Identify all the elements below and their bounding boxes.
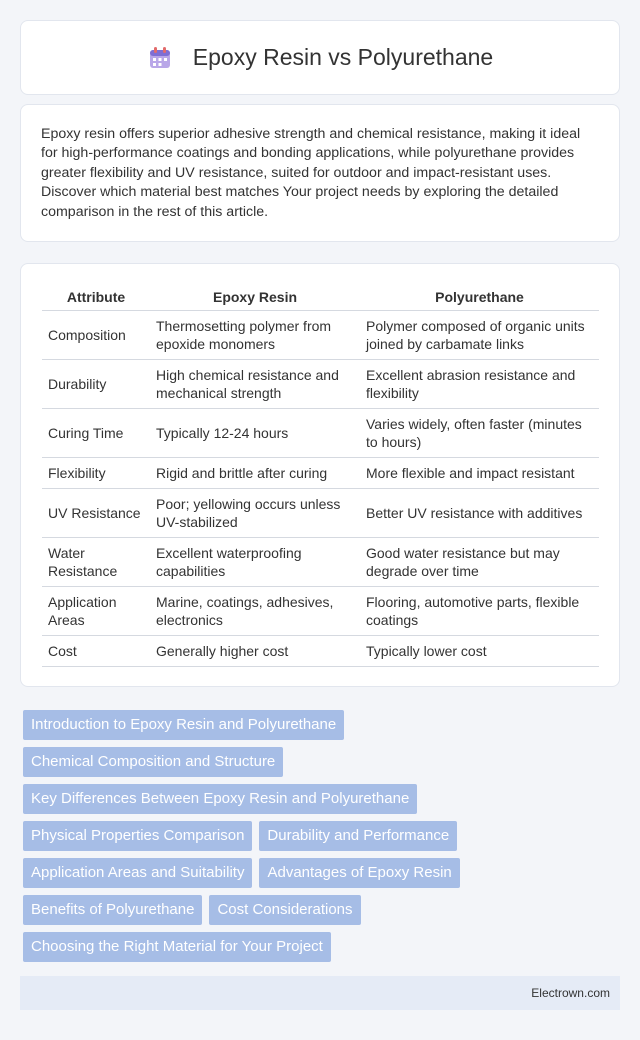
table-row: [42, 359, 599, 408]
header-polyurethane: Polyurethane: [360, 284, 599, 310]
table-cell: Curing Time: [42, 408, 150, 457]
toc-link-advantages-epoxy[interactable]: Advantages of Epoxy Resin: [259, 858, 459, 888]
table-cell: Flooring, automotive parts, flexible coatings: [360, 586, 599, 635]
table-cell: Cost: [42, 635, 150, 666]
table-row: [42, 537, 599, 586]
table-cell: Polymer composed of organic units joined by carbamate links: [360, 310, 599, 359]
table-cell: Generally higher cost: [150, 635, 360, 666]
page-title: Epoxy Resin vs Polyurethane: [192, 44, 494, 70]
header-attribute: Attribute: [42, 284, 150, 310]
toc-row: [20, 747, 620, 777]
table-cell: Poor; yellowing occurs unless UV-stabilized: [150, 488, 360, 537]
toc-link-application-areas[interactable]: Application Areas and Suitability: [23, 858, 252, 888]
table-cell: Thermosetting polymer from epoxide monomers: [150, 310, 360, 359]
toc-row: [20, 710, 620, 740]
toc-link-benefits-polyurethane[interactable]: Benefits of Polyurethane: [23, 895, 202, 925]
table-header-row: [42, 284, 599, 310]
table-cell: Typically lower cost: [360, 635, 599, 666]
table-cell: Water Resistance: [42, 537, 150, 586]
table-cell: Composition: [42, 310, 150, 359]
header-epoxy: Epoxy Resin: [150, 284, 360, 310]
table-cell: Flexibility: [42, 457, 150, 488]
table-cell: Varies widely, often faster (minutes to hours): [360, 408, 599, 457]
calendar-icon: [147, 45, 173, 71]
table-cell: More flexible and impact resistant: [360, 457, 599, 488]
intro-card: [20, 104, 620, 242]
footer-site-name: Electrown.com: [531, 986, 610, 1000]
toc-link-cost[interactable]: Cost Considerations: [209, 895, 360, 925]
table-row: [42, 586, 599, 635]
footer: [20, 976, 620, 1010]
comparison-card: [20, 263, 620, 687]
table-cell: Marine, coatings, adhesives, electronics: [150, 586, 360, 635]
toc-row: [20, 895, 620, 925]
title-card: [20, 20, 620, 95]
table-row: [42, 408, 599, 457]
intro-paragraph: Epoxy resin offers superior adhesive strength and chemical resistance, making it ideal for high-performance coatings and bonding applications, while polyurethane provides greater flexibility and UV resistance, suited for outdoor and impact-resistant uses. Discover which material best matches Your project needs by exploring the detailed comparison in the rest of this article.: [41, 126, 581, 220]
comparison-table: [42, 284, 599, 667]
table-cell: UV Resistance: [42, 488, 150, 537]
table-cell: Excellent waterproofing capabilities: [150, 537, 360, 586]
table-of-contents: [20, 710, 620, 969]
table-row: [42, 310, 599, 359]
table-cell: Application Areas: [42, 586, 150, 635]
toc-row: [20, 932, 620, 962]
table-cell: Typically 12-24 hours: [150, 408, 360, 457]
toc-link-key-differences[interactable]: Key Differences Between Epoxy Resin and Polyurethane: [23, 784, 417, 814]
toc-row: [20, 784, 620, 814]
toc-link-introduction[interactable]: Introduction to Epoxy Resin and Polyurethane: [23, 710, 344, 740]
toc-link-physical-properties[interactable]: Physical Properties Comparison: [23, 821, 252, 851]
toc-link-durability[interactable]: Durability and Performance: [259, 821, 457, 851]
table-row: [42, 635, 599, 666]
table-row: [42, 488, 599, 537]
table-row: [42, 457, 599, 488]
toc-link-chemical-composition[interactable]: Chemical Composition and Structure: [23, 747, 283, 777]
table-cell: Excellent abrasion resistance and flexibility: [360, 359, 599, 408]
toc-row: [20, 821, 620, 851]
table-cell: Durability: [42, 359, 150, 408]
table-cell: Rigid and brittle after curing: [150, 457, 360, 488]
table-cell: High chemical resistance and mechanical strength: [150, 359, 360, 408]
toc-link-choosing-material[interactable]: Choosing the Right Material for Your Project: [23, 932, 331, 962]
table-cell: Good water resistance but may degrade over time: [360, 537, 599, 586]
table-cell: Better UV resistance with additives: [360, 488, 599, 537]
toc-row: [20, 858, 620, 888]
